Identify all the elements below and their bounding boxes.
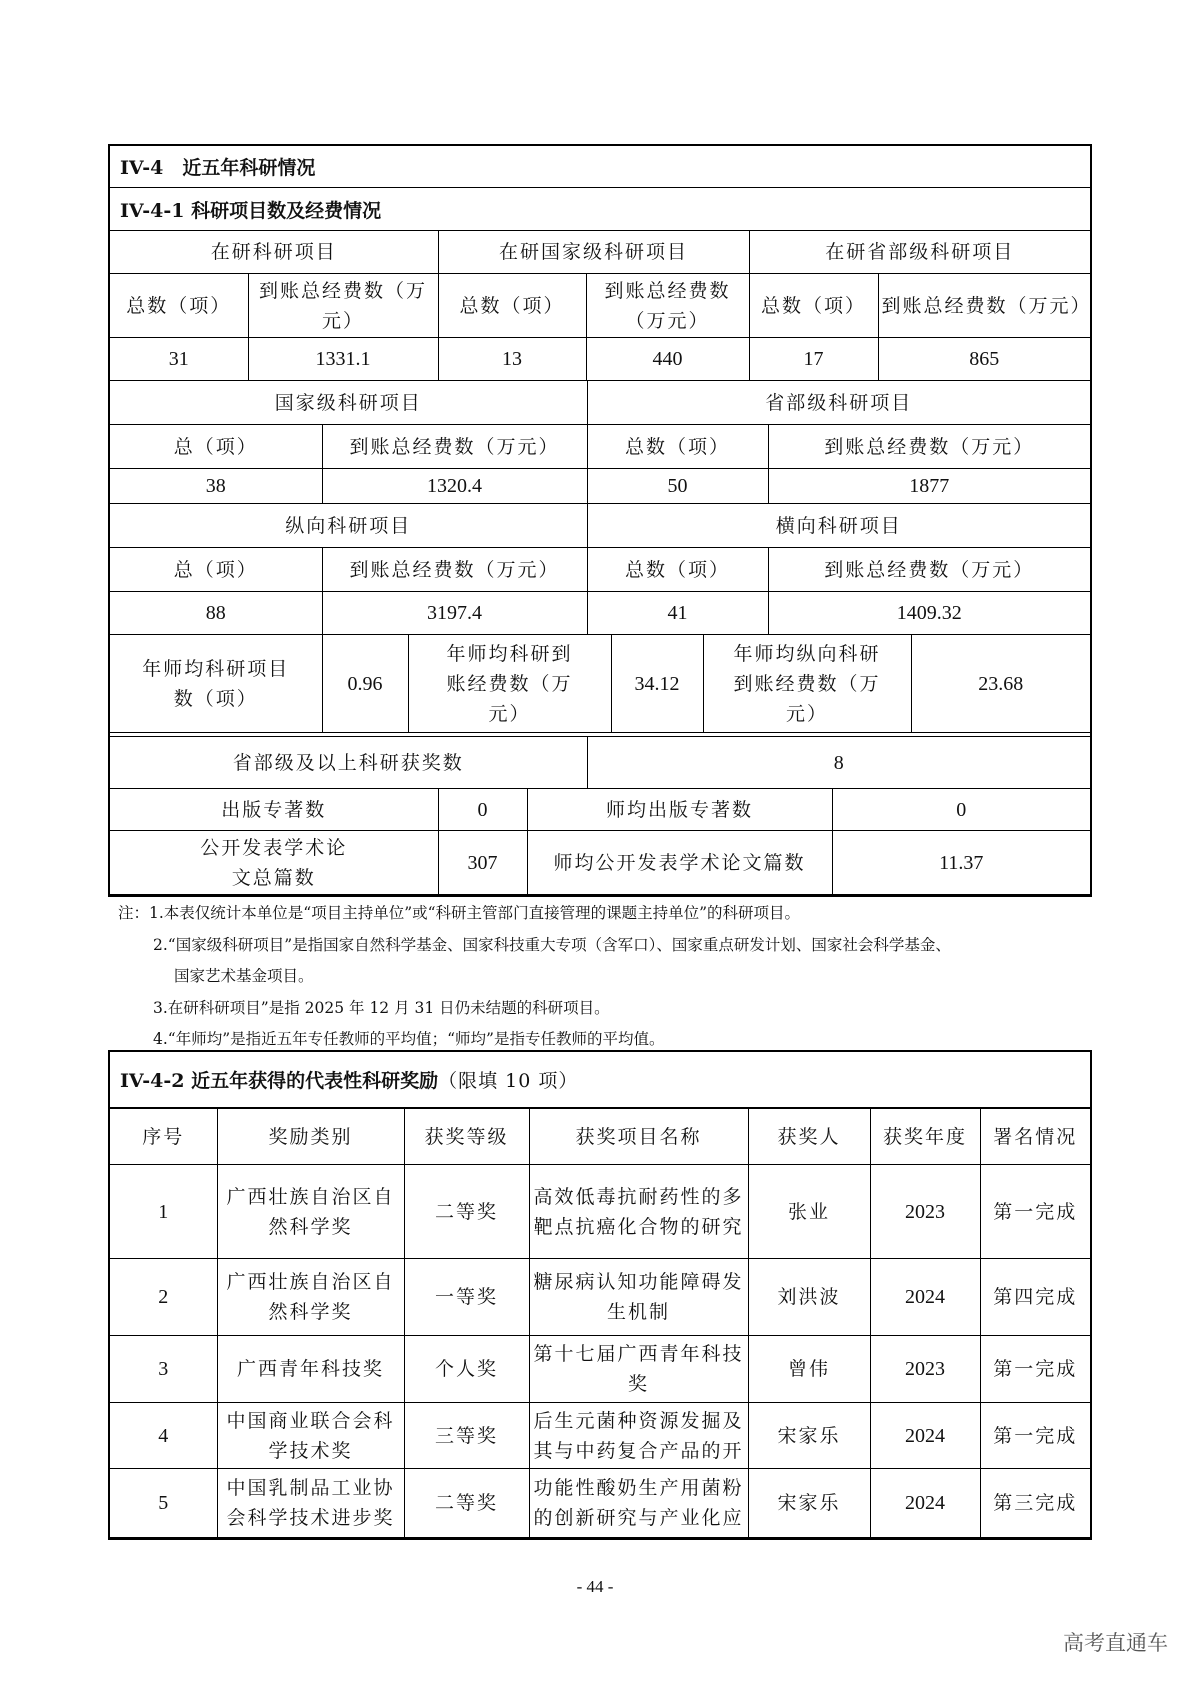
value-cell: 440 (586, 338, 749, 381)
table-row (110, 1165, 1090, 1259)
header-ongoing-provincial: 在研省部级科研项目 (749, 231, 1090, 274)
header-funding: 到账总经费数（万元） (878, 274, 1090, 338)
label-monographs: 出版专著数 (110, 789, 438, 831)
cell-role: 第一完成 (980, 1165, 1090, 1259)
header-provincial-projects: 省部级科研项目 (587, 381, 1090, 425)
cell-role: 第一完成 (980, 1336, 1090, 1403)
cell-index: 3 (110, 1336, 217, 1403)
subsection-title-research-projects: IV-4-1 科研项目数及经费情况 (120, 199, 382, 222)
publication-table (110, 788, 1090, 895)
label-avg-projects: 年师均科研项目数（项） (110, 635, 322, 733)
cell-index: 2 (110, 1259, 217, 1336)
cell-level: 个人奖 (404, 1336, 529, 1403)
table-notes (118, 898, 1098, 1056)
table-row (110, 1336, 1090, 1403)
header-funding: 到账总经费数（万元） (768, 548, 1090, 592)
per-teacher-table (110, 634, 1090, 733)
label-avg-funding: 年师均科研到账经费数（万元） (408, 635, 611, 733)
funding-table-2 (110, 380, 1090, 635)
cell-category: 中国乳制品工业协会科学技术进步奖 (217, 1469, 404, 1538)
table-row (110, 1259, 1090, 1336)
header-count: 总数（项） (587, 548, 768, 592)
header-funding: 到账总经费数（万元） (322, 548, 587, 592)
awards-title-main: IV-4-2 近五年获得的代表性科研奖励 (120, 1070, 439, 1092)
cell-level: 一等奖 (404, 1259, 529, 1336)
research-summary-block (108, 144, 1092, 897)
cell-level: 二等奖 (404, 1469, 529, 1538)
value-cell: 17 (749, 338, 878, 381)
value-cell: 50 (587, 469, 768, 504)
cell-year: 2023 (870, 1165, 980, 1259)
header-count: 总数（项） (438, 274, 586, 338)
page-number: - 44 - (576, 1577, 614, 1596)
col-header: 署名情况 (980, 1109, 1090, 1165)
project-name: 后生元菌种资源发掘及其与中药复合产品的开 (533, 1409, 744, 1462)
cell-year: 2024 (870, 1469, 980, 1538)
header-count: 总（项） (110, 548, 322, 592)
cell-winner: 宋家乐 (748, 1403, 870, 1469)
cell-winner: 张业 (748, 1165, 870, 1259)
header-count: 总数（项） (587, 425, 768, 469)
note-1: 注：1.本表仅统计本单位是“项目主持单位”或“科研主管部门直接管理的课题主持单位”的科研项目。 (118, 904, 800, 922)
cell-winner: 曾伟 (748, 1336, 870, 1403)
project-name: 第十七届广西青年科技奖 (533, 1343, 744, 1395)
header-national-projects: 国家级科研项目 (110, 381, 587, 425)
cell-category: 广西青年科技奖 (217, 1336, 404, 1403)
header-ongoing-projects: 在研科研项目 (110, 231, 438, 274)
header-count: 总数（项） (110, 274, 248, 338)
value-avg-papers: 11.37 (832, 831, 1090, 895)
cell-winner: 宋家乐 (748, 1469, 870, 1538)
value-cell: 1320.4 (322, 469, 587, 504)
cell-project (529, 1403, 748, 1469)
header-vertical-projects: 纵向科研项目 (110, 504, 587, 548)
col-header: 获奖项目名称 (529, 1109, 748, 1165)
value-avg-funding: 34.12 (611, 635, 703, 733)
awards-table (110, 1108, 1090, 1538)
cell-year: 2024 (870, 1259, 980, 1336)
header-ongoing-national: 在研国家级科研项目 (438, 231, 749, 274)
project-name: 糖尿病认知功能障碍发生机制 (533, 1271, 744, 1323)
note-4: 4.“年师均”是指近五年专任教师的平均值；“师均”是指专任教师的平均值。 (153, 1030, 665, 1048)
table-row (110, 1403, 1090, 1469)
label-avg-monographs: 师均出版专著数 (527, 789, 832, 831)
cell-level: 二等奖 (404, 1165, 529, 1259)
cell-project (529, 1336, 748, 1403)
value-cell: 1409.32 (768, 592, 1090, 635)
awards-count-table (110, 736, 1090, 789)
col-header: 序号 (110, 1109, 217, 1165)
value-cell: 865 (878, 338, 1090, 381)
value-monographs: 0 (438, 789, 527, 831)
cell-index: 4 (110, 1403, 217, 1469)
note-2: 2.“国家级科研项目”是指国家自然科学基金、国家科技重大专项（含军口）、国家重点研发计划、国家社会科学基金、 (153, 935, 951, 954)
cell-role: 第三完成 (980, 1469, 1090, 1538)
label-avg-vertical-funding: 年师均纵向科研到账经费数（万元） (703, 635, 911, 733)
header-funding: 到账总经费数（万元） (586, 274, 749, 338)
value-avg-monographs: 0 (832, 789, 1090, 831)
cell-year: 2023 (870, 1336, 980, 1403)
cell-role: 第四完成 (980, 1259, 1090, 1336)
cell-index: 1 (110, 1165, 217, 1259)
project-name: 高效低毒抗耐药性的多靶点抗癌化合物的研究 (533, 1185, 744, 1238)
col-header: 奖励类别 (217, 1109, 404, 1165)
cell-category: 中国商业联合会科学技术奖 (217, 1403, 404, 1469)
cell-role: 第一完成 (980, 1403, 1090, 1469)
section-title: IV-4 近五年科研情况 (110, 146, 1090, 188)
value-avg-vertical-funding: 23.68 (911, 635, 1090, 733)
label-award-count: 省部级及以上科研获奖数 (110, 737, 587, 789)
header-funding: 到账总经费数（万元） (768, 425, 1090, 469)
note-3: 3.在研科研项目”是指 2025 年 12 月 31 日仍未结题的科研项目。 (153, 998, 610, 1017)
cell-category: 广西壮族自治区自然科学奖 (217, 1165, 404, 1259)
awards-title-note: （限填 10 项） (438, 1070, 579, 1092)
cell-project (529, 1469, 748, 1538)
table-row (110, 1469, 1090, 1538)
value-cell: 1877 (768, 469, 1090, 504)
value-cell: 3197.4 (322, 592, 587, 635)
value-cell: 31 (110, 338, 248, 381)
note-2-continued: 国家艺术基金项目。 (174, 967, 314, 985)
value-award-count: 8 (587, 737, 1090, 789)
col-header: 获奖人 (748, 1109, 870, 1165)
cell-winner: 刘洪波 (748, 1259, 870, 1336)
value-cell: 13 (438, 338, 586, 381)
cell-category: 广西壮族自治区自然科学奖 (217, 1259, 404, 1336)
value-avg-projects: 0.96 (322, 635, 408, 733)
watermark: 高考直通车 (1063, 1631, 1168, 1655)
col-header: 获奖等级 (404, 1109, 529, 1165)
cell-index: 5 (110, 1469, 217, 1538)
header-funding: 到账总经费数（万元） (248, 274, 438, 338)
project-name: 功能性酸奶生产用菌粉的创新研究与产业化应 (533, 1477, 744, 1529)
header-funding: 到账总经费数（万元） (322, 425, 587, 469)
value-papers: 307 (438, 831, 527, 895)
funding-table-1 (110, 230, 1090, 381)
header-count: 总（项） (110, 425, 322, 469)
header-count: 总数（项） (749, 274, 878, 338)
cell-project (529, 1165, 748, 1259)
label-avg-papers: 师均公开发表学术论文篇数 (527, 831, 832, 895)
cell-level: 三等奖 (404, 1403, 529, 1469)
value-cell: 41 (587, 592, 768, 635)
cell-year: 2024 (870, 1403, 980, 1469)
col-header: 获奖年度 (870, 1109, 980, 1165)
value-cell: 38 (110, 469, 322, 504)
value-cell: 88 (110, 592, 322, 635)
label-papers: 公开发表学术论文总篇数 (110, 831, 438, 895)
cell-project (529, 1259, 748, 1336)
subsection-title-awards (110, 1052, 1090, 1108)
awards-block (108, 1050, 1092, 1540)
header-horizontal-projects: 横向科研项目 (587, 504, 1090, 548)
value-cell: 1331.1 (248, 338, 438, 381)
